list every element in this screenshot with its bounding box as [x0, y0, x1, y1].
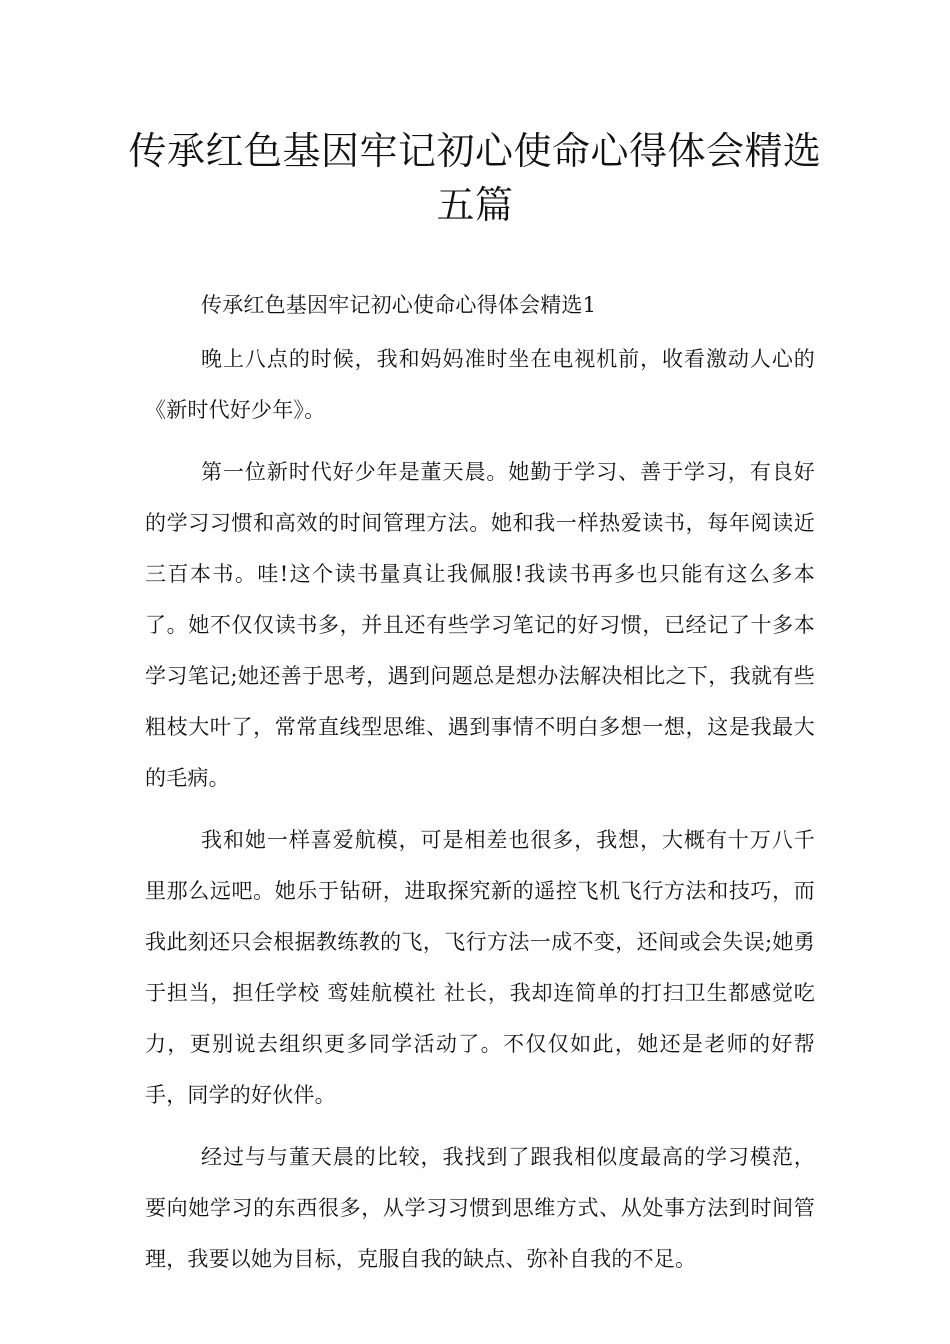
document-body: [145, 280, 815, 1296]
paragraph-3: 我和她一样喜爱航模，可是相差也很多，我想，大概有十万八千里那么远吧。她乐于钻研，进取探究新的遥控飞机飞行方法和技巧，而我此刻还只会根据教练教的飞，飞行方法一成不变，还间或会失误;她勇于担当，担任学校 鸾娃航模社 社长，我却连简单的打扫卫生都感觉吃力，更别说去组织更多同学活动了。不仅仅如此，她还是老师的好帮手，同学的好伙伴。: [145, 828, 815, 1107]
document-title: 传承红色基因牢记初心使命心得体会精选五篇: [128, 129, 822, 227]
paragraph-1: 晚上八点的时候，我和妈妈准时坐在电视机前，收看激动人心的《新时代好少年》。: [145, 347, 815, 422]
paragraph-4: 经过与与董天晨的比较，我找到了跟我相似度最高的学习模范，要向她学习的东西很多，从学习习惯到思维方式、从处事方法到时间管理，我要以她为目标，克服自我的缺点、弥补自我的不足。: [145, 1145, 815, 1271]
paragraph-2: 第一位新时代好少年是董天晨。她勤于学习、善于学习，有良好的学习习惯和高效的时间管理方法。她和我一样热爱读书，每年阅读近三百本书。哇!这个读书量真让我佩服!我读书再多也只能有这么多本了。她不仅仅读书多，并且还有些学习笔记的好习惯，已经记了十多本学习笔记;她还善于思考，遇到问题总是想办法解决相比之下，我就有些粗枝大叶了，常常直线型思维、遇到事情不明白多想一想，这是我最大的毛病。: [145, 460, 815, 790]
section-heading: 传承红色基因牢记初心使命心得体会精选1: [201, 293, 597, 317]
